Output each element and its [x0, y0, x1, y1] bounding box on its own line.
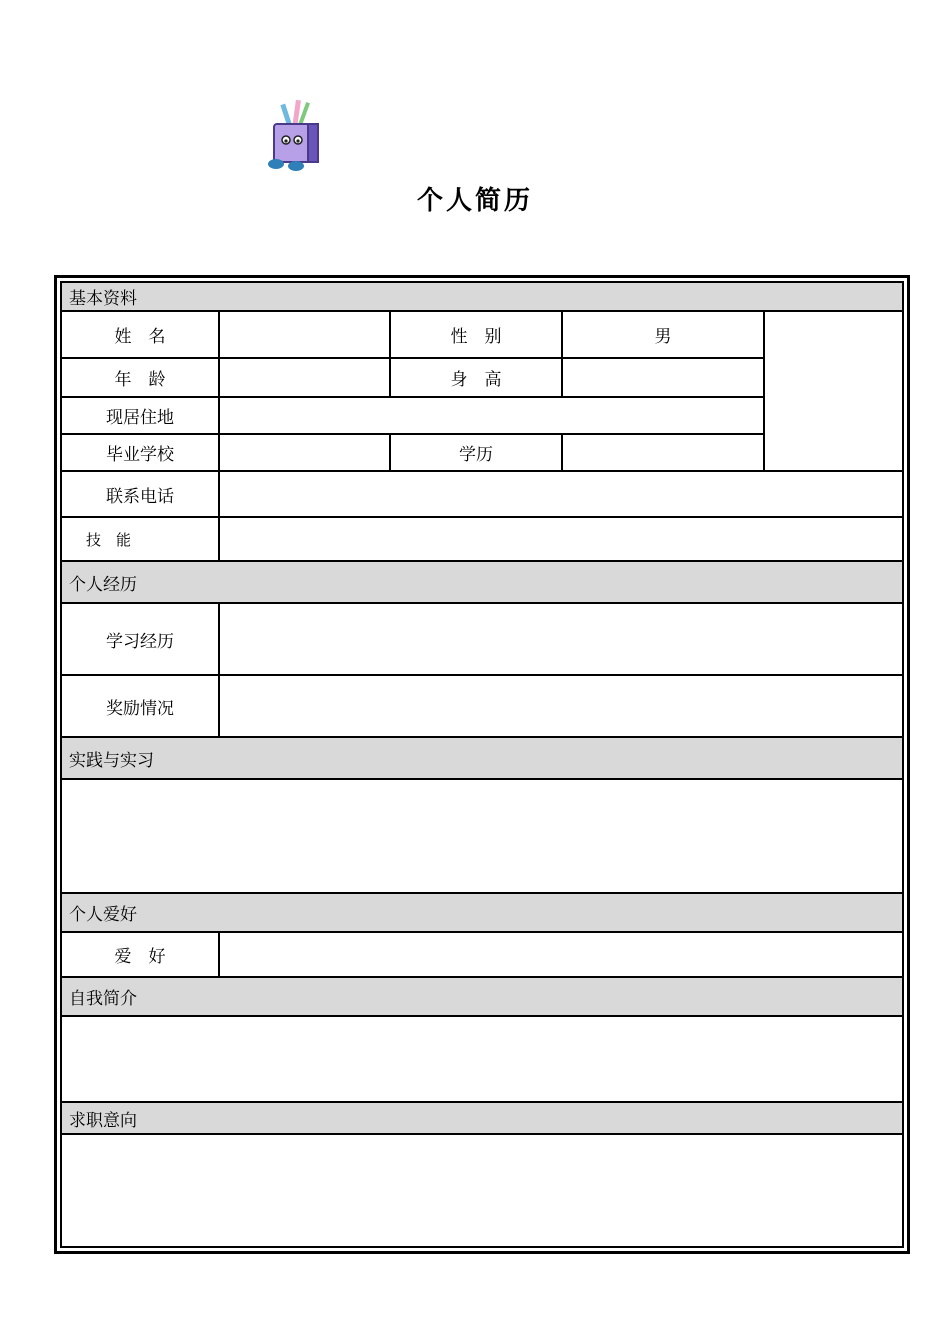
value-gender[interactable]: 男: [562, 311, 764, 358]
pencil-cup-book-icon: [262, 98, 330, 172]
photo-box: [764, 311, 903, 471]
label-height: 身 高: [390, 358, 562, 397]
value-school[interactable]: [219, 434, 390, 471]
value-practice[interactable]: [61, 779, 903, 893]
label-age: 年 龄: [61, 358, 219, 397]
label-address: 现居住地: [61, 397, 219, 434]
section-basic: 基本资料: [61, 282, 903, 311]
label-study: 学习经历: [61, 603, 219, 675]
value-awards[interactable]: [219, 675, 903, 737]
label-skills: 技 能: [61, 517, 219, 561]
section-practice: 实践与实习: [61, 737, 903, 779]
label-school: 毕业学校: [61, 434, 219, 471]
value-objective[interactable]: [61, 1134, 903, 1247]
value-hobbies[interactable]: [219, 932, 903, 977]
section-intro: 自我简介: [61, 977, 903, 1016]
value-education[interactable]: [562, 434, 764, 471]
value-height[interactable]: [562, 358, 764, 397]
value-address[interactable]: [219, 397, 764, 434]
section-objective: 求职意向: [61, 1102, 903, 1134]
document-title: 个人简历: [416, 186, 533, 216]
value-intro[interactable]: [61, 1016, 903, 1102]
resume-table-inner: [60, 281, 904, 1248]
section-hobby: 个人爱好: [61, 893, 903, 932]
value-phone[interactable]: [219, 471, 903, 517]
label-education: 学历: [390, 434, 562, 471]
label-phone: 联系电话: [61, 471, 219, 517]
label-awards: 奖励情况: [61, 675, 219, 737]
section-experience: 个人经历: [61, 561, 903, 603]
label-name: 姓 名: [61, 311, 219, 358]
resume-table: [54, 275, 910, 1254]
label-hobbies: 爱 好: [61, 932, 219, 977]
value-age[interactable]: [219, 358, 390, 397]
value-name[interactable]: [219, 311, 390, 358]
value-skills[interactable]: [219, 517, 903, 561]
value-study[interactable]: [219, 603, 903, 675]
label-gender: 性 别: [390, 311, 562, 358]
